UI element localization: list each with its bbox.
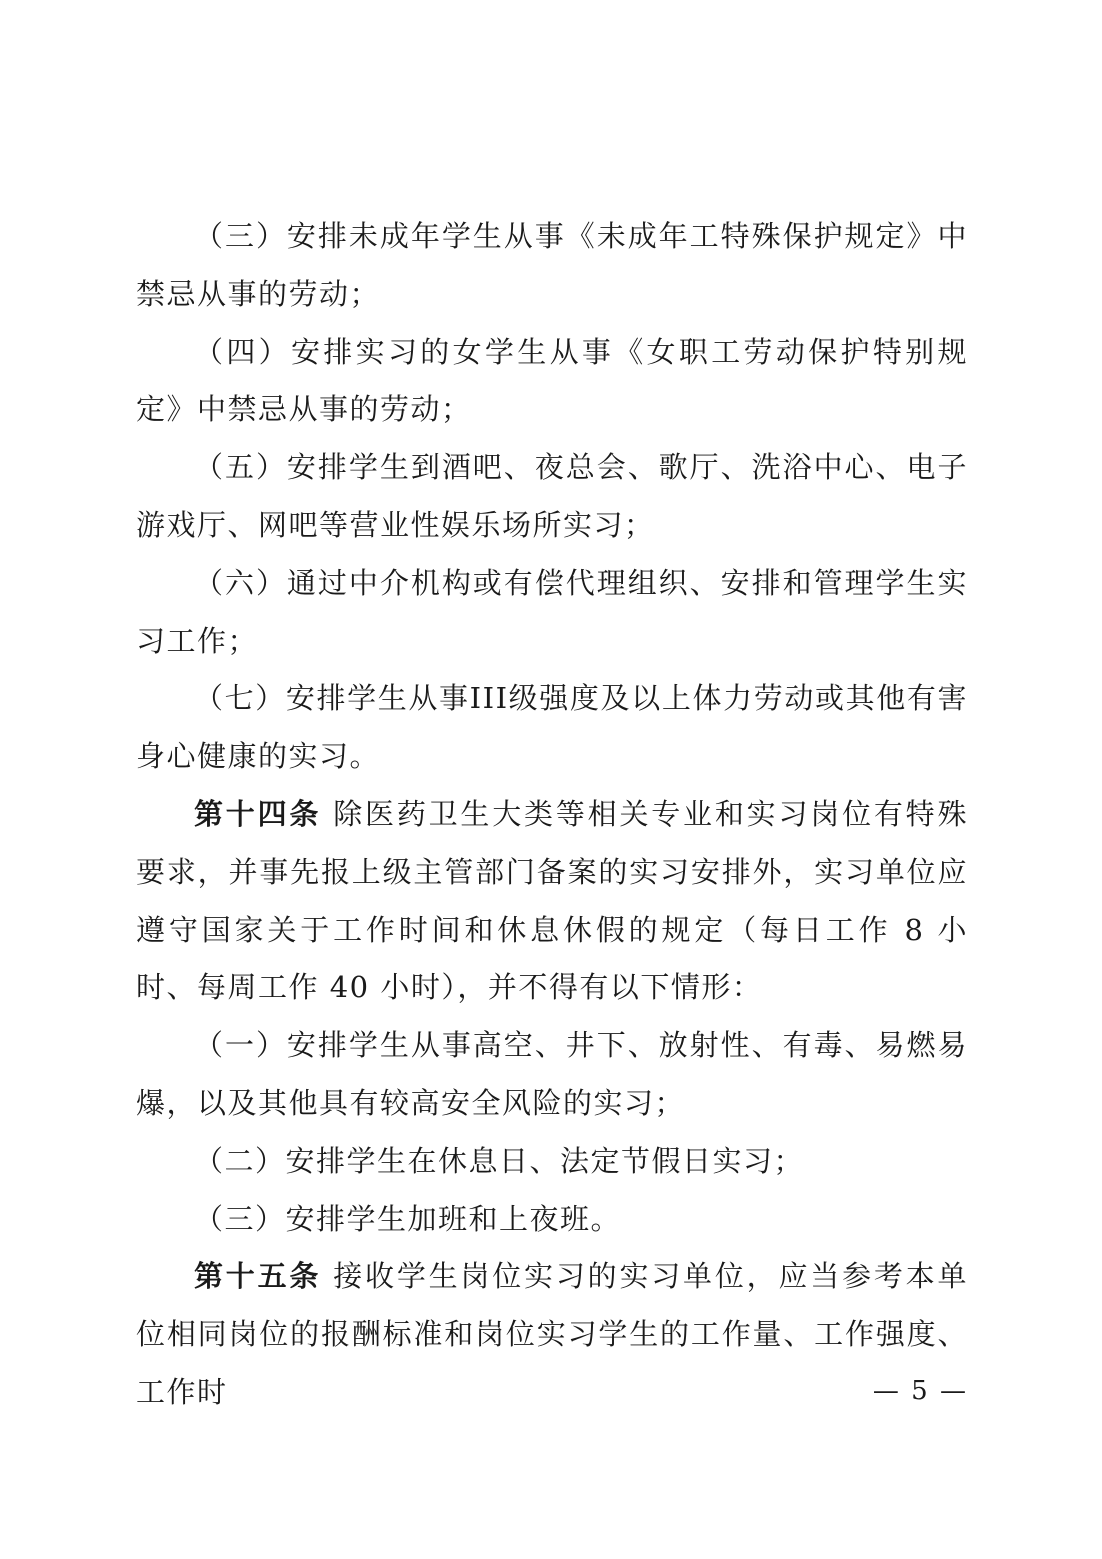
paragraph-item-4: （四）安排实习的女学生从事《女职工劳动保护特别规定》中禁忌从事的劳动；: [136, 334, 968, 427]
article-15-heading: 第十五条: [194, 1259, 322, 1294]
article-15: [136, 1248, 968, 1421]
paragraph-item-3: （三）安排未成年学生从事《未成年工特殊保护规定》中禁忌从事的劳动；: [136, 219, 968, 311]
article-14-item-2: （二）安排学生在休息日、法定节假日实习；: [194, 1143, 805, 1178]
article-14-item-1: （一）安排学生从事高空、井下、放射性、有毒、易燃易爆，以及其他具有较高安全风险的实习；: [136, 1028, 968, 1120]
article-14: [136, 786, 968, 1017]
article-14-item-3: （三）安排学生加班和上夜班。: [194, 1201, 622, 1236]
paragraph-item-6: （六）通过中介机构或有偿代理组织、安排和管理学生实习工作；: [136, 565, 968, 658]
article-15-text: 接收学生岗位实习的实习单位，应当参考本单位相同岗位的报酬标准和岗位实习学生的工作量、工作强度、工作时: [136, 1259, 968, 1409]
article-14-heading: 第十四条: [194, 796, 322, 831]
body-text: [136, 208, 968, 1422]
article-14-text: 除医药卫生大类等相关专业和实习岗位有特殊要求，并事先报上级主管部门备案的实习安排外，实习单位应遵守国家关于工作时间和休息休假的规定（每日工作 8 小时、每周工作 40 小时），并不得有以下情形：: [136, 796, 968, 1005]
paragraph-item-5: （五）安排学生到酒吧、夜总会、歌厅、洗浴中心、电子游戏厅、网吧等营业性娱乐场所实习；: [136, 450, 968, 542]
paragraph-item-7: （七）安排学生从事III级强度及以上体力劳动或其他有害身心健康的实习。: [136, 681, 968, 774]
page-number: — 5 —: [872, 1376, 968, 1406]
